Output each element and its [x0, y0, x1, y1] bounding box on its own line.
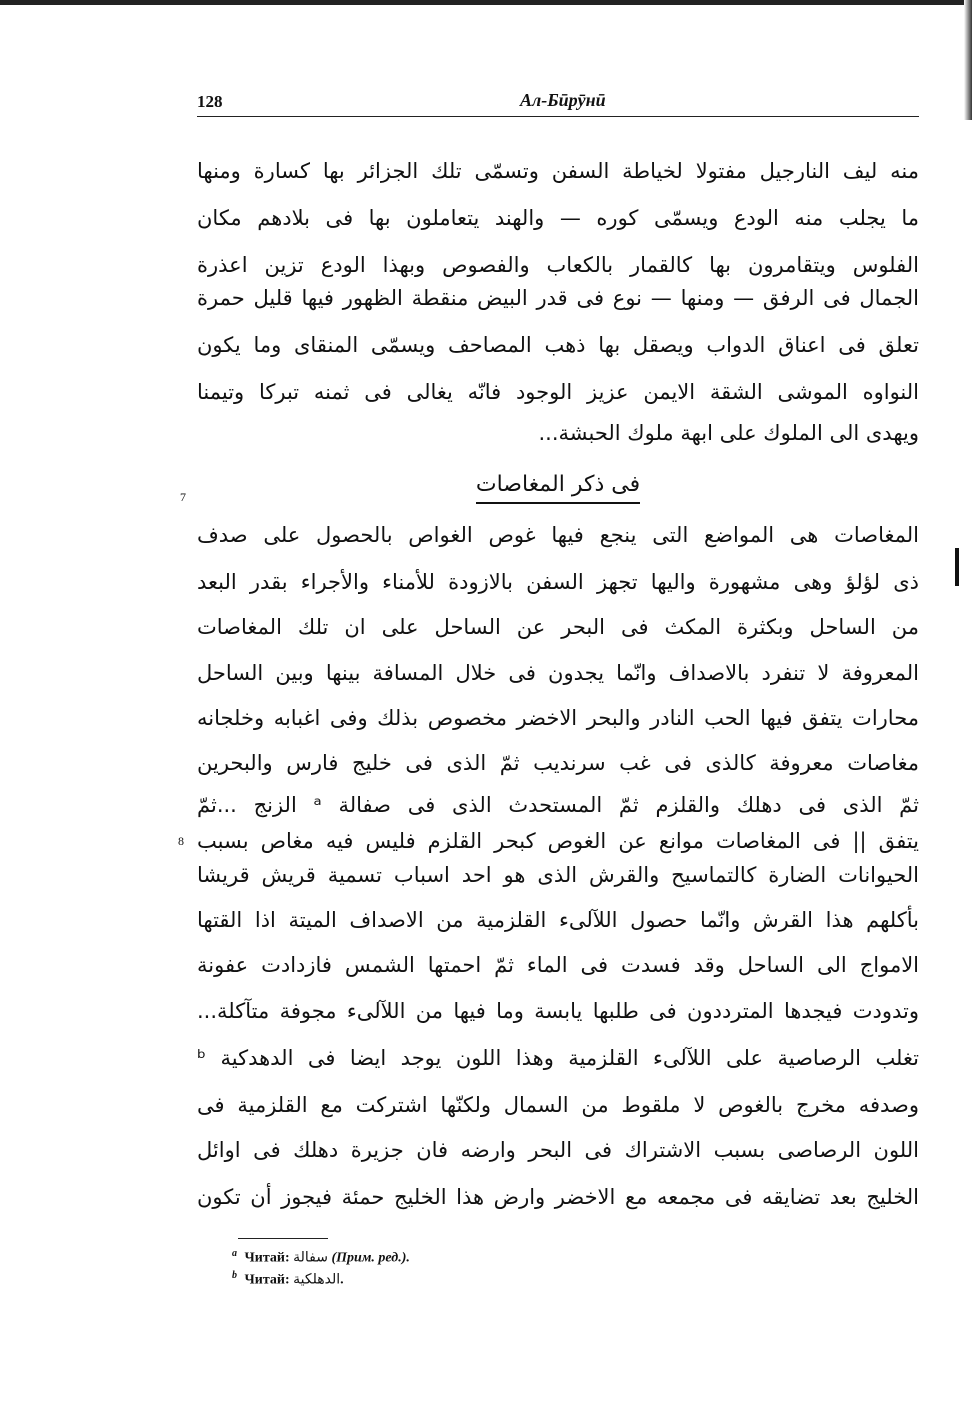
text-line: النواوه الموشى الشقة الايمن عزيز الوجود فانّه يغالى فى ثمنه تبركا وتيمنا: [197, 380, 919, 404]
footnote-a: [232, 1248, 410, 1267]
text-line: ذى لؤلؤ وهى مشهورة واليها تجهز السفن بالازودة للأمناء والأجراء بقدر البعد: [197, 570, 919, 594]
text-line: من الساحل وبكثرة المكث فى البحر عن الساحل على ان تلك المغاصات: [197, 615, 919, 639]
text-line: ثمّ الذى فى دهلك والقلزم ثمّ المستحدث الذى فى صفالة ᵃ الزنج ...ثمّ: [197, 793, 919, 817]
text-line: الجمال فى الرفق — ومنها — نوع فى قدر البيض منقطة الظهور فيها قليل حمرة: [197, 286, 919, 310]
text-line: بأكلهم هذا القرش وانّما حصول اللآلىء القلزمية من الاصداف الميتة اذا القتها: [197, 908, 919, 932]
running-head: Ал-Бӣрӯнӣ: [520, 90, 606, 110]
footnote-label: Читай:: [244, 1250, 290, 1266]
text-line: وتدودت فيجدها المترددون فى طلبها يابسة وما فيها من اللآلىء مجوفة متآكلة...: [197, 999, 919, 1023]
text-line: الخليج بعد تضايقه فى مجمعه مع الاخضر وارض هذا الخليج حمئة فيجوز أن تكون: [197, 1185, 919, 1209]
text-line: وصدفه مخرج بالغوص لا ملقوط من السمال ولكنّها اشتركت مع القلزمية فى: [197, 1093, 919, 1117]
text-line: ما يجلب منه الودع ويسمّى كوره — والهند يتعاملون بها فى بلادهم مكان: [197, 206, 919, 230]
margin-line-number: 7: [180, 490, 186, 504]
footnote-label: Читай:: [244, 1272, 290, 1288]
scan-edge-right: [964, 0, 972, 120]
text-line: محارات يتفق فيها الحب النادر والبحر الاخضر مخصوص بذلك وفى اغبابه وخلجانه: [197, 706, 919, 730]
text-line: تغلب الرصاصية على اللآلىء القلزمية وهذا اللون يوجد ايضا فى الدهدكية ᵇ: [197, 1046, 919, 1070]
text-line: الحيوانات الضارة كالتماسيح والقرش الذى هو احد اسباب تسمية قريش قريشا: [197, 863, 919, 887]
scan-edge-top: [0, 0, 972, 5]
footnote-marker: b: [232, 1270, 237, 1281]
text-line: منه ليف النارجيل مفتولا لخياطة السفن وتسمّى تلك الجزائر بها كسارة ومنها: [197, 159, 919, 183]
margin-mark: [955, 548, 959, 586]
footnote-b: [232, 1270, 344, 1289]
margin-line-number: 8: [178, 834, 184, 848]
footnote-note: (Прим. ред.).: [331, 1250, 410, 1266]
text-line: يتفق || فى المغاصات موانع عن الغوص كبحر القلزم فليس فيه مغاص بسبب: [197, 829, 919, 853]
header-rule: [197, 116, 919, 117]
section-heading: [197, 470, 919, 504]
footnote-arabic: سفالة: [293, 1249, 328, 1266]
text-line: الفلوس ويتقامرون بها كالقمار بالكعاب والفصوص وبهذا الودع تزين اعذرة: [197, 253, 919, 277]
text-line: ويهدى الى الملوك على ابهة ملوك الحبشة...: [538, 421, 919, 445]
footnote-marker: a: [232, 1248, 237, 1259]
text-line: مغاصات معروفة كالذى فى غب سرنديب ثمّ الذى فى خليج فارس والبحرين: [197, 751, 919, 775]
footnote-rule: [238, 1238, 328, 1239]
text-line: الامواج الى الساحل وقد فسدت فى الماء ثمّ احمتها الشمس فازدادت عفونة: [197, 953, 919, 977]
text-line: تعلق فى اعناق الدواب ويصقل بها ذهب المصاحف ويسمّى المنقاى وما يكون: [197, 333, 919, 357]
text-line: اللون الرصاصى بسبب الاشتراك فى البحر وارضه فان جزيرة دهلك فى اوائل: [197, 1138, 919, 1162]
footnote-note: .: [340, 1272, 344, 1288]
text-line: المغاصات هى المواضع التى ينجع فيها غوص الغواص بالحصول على صدف: [197, 523, 919, 547]
page-number: 128: [197, 92, 223, 111]
section-heading-text: فى ذكر المغاصات: [476, 470, 640, 504]
text-line: المعروفة لا تنفرد بالاصداف وانّما يجدون فى خلال المسافة بينها وبين الساحل: [197, 661, 919, 685]
footnote-arabic: الدهلكية: [293, 1271, 341, 1288]
